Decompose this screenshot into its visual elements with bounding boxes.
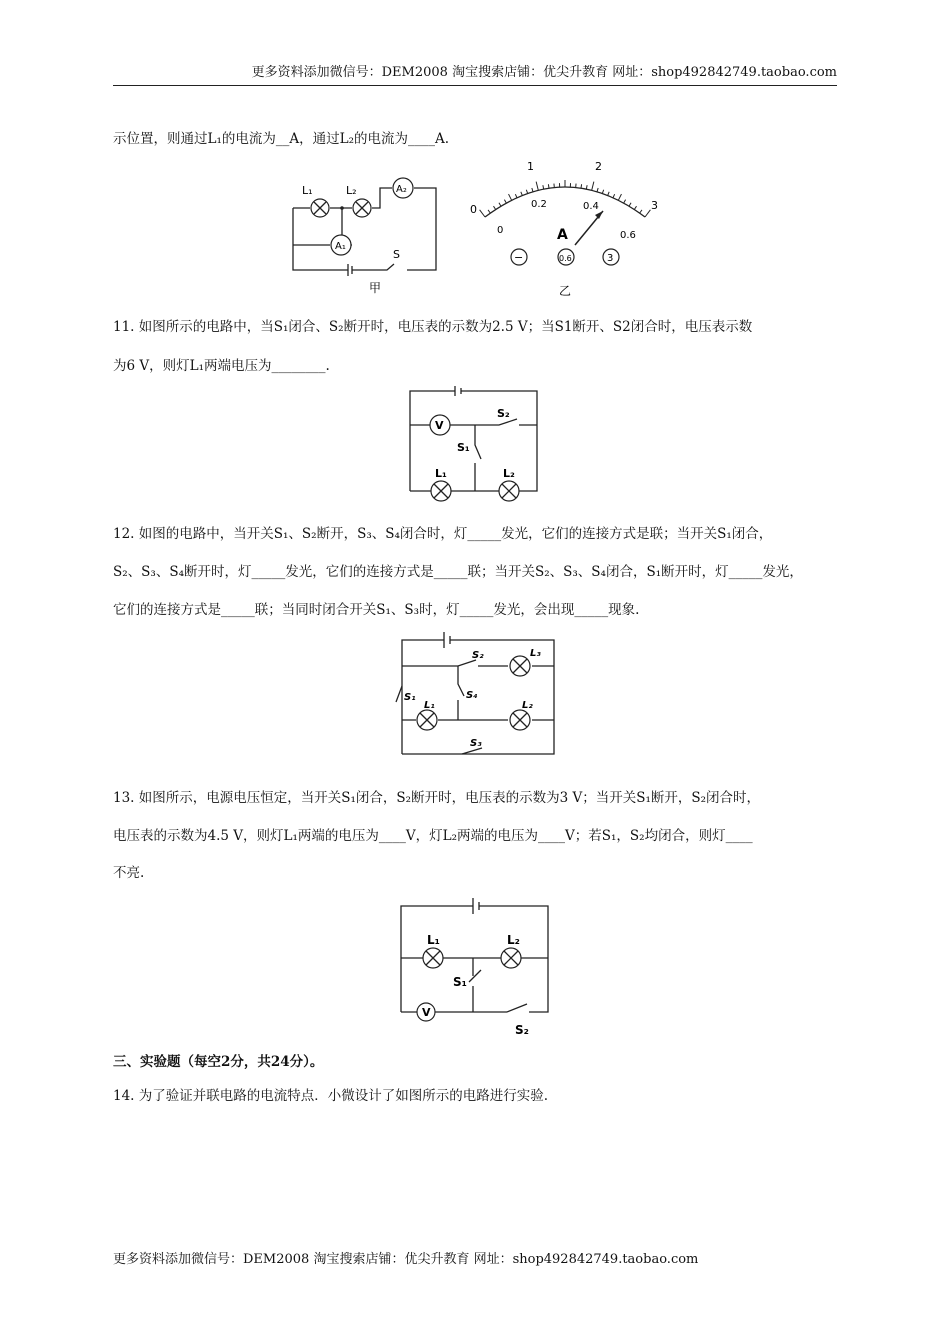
label-L2: L₂	[507, 933, 520, 947]
dial-scale-tick	[634, 206, 636, 209]
dial-scale-tick	[608, 192, 609, 196]
label-S1: S₁	[404, 692, 416, 703]
label-V: V	[435, 419, 444, 432]
dial-unit: A	[557, 227, 568, 243]
terminal-3: 3	[607, 253, 614, 264]
q12-line1: 12. 如图的电路中，当开关S₁、S₂断开，S₃、S₄闭合时，灯_____发光，它们的连接方式是联；当开关S₁闭合，	[113, 526, 773, 542]
q14-text: 14. 为了验证并联电路的电流特点．小微设计了如图所示的电路进行实验.	[113, 1088, 549, 1104]
header-rule	[113, 85, 837, 86]
dial-top-tick-2: 2	[595, 160, 602, 173]
page-footer: 更多资料添加微信号：DEM2008 淘宝搜索店铺：优尖升教育 网址：shop492842749.taobao.com	[113, 1252, 699, 1267]
label-A1: A₁	[335, 241, 346, 252]
q13-line3: 不亮.	[113, 865, 145, 881]
label-L1: L₁	[424, 700, 435, 711]
dial-scale-tick	[499, 203, 501, 206]
q11-line1: 11. 如图所示的电路中，当S₁闭合、S₂断开时，电压表的示数为2.5 V；当S1断开、S2闭合时，电压表示数	[113, 319, 753, 335]
dial-scale-tick	[586, 185, 587, 189]
label-S2: S₂	[497, 407, 510, 420]
label-S1: S₁	[453, 975, 467, 989]
label-L1: L₁	[435, 467, 447, 480]
label-A2: A₂	[396, 184, 407, 195]
dial-top-tick-0: 0	[470, 203, 477, 216]
figure-10-ammeter-dial	[465, 155, 665, 300]
dial-scale-tick	[488, 210, 490, 213]
dial-bottom-tick-3: 0.6	[620, 230, 636, 241]
caption-yi: 乙	[559, 284, 572, 298]
dial-top-tick-1: 1	[527, 160, 534, 173]
q13-line1: 13. 如图所示，电源电压恒定，当开关S₁闭合，S₂断开时，电压表的示数为3 V；当开关S₁断开，S₂闭合时，	[113, 790, 761, 806]
q12-line3: 它们的连接方式是_____联；当同时闭合开关S₁、S₃时，灯_____发光，会出现_____现象.	[113, 602, 640, 618]
label-S2: S₂	[472, 650, 484, 661]
label-S4: S₄	[466, 690, 478, 701]
dial-bottom-tick-0: 0	[497, 225, 504, 236]
figure-12-circuit	[390, 626, 560, 762]
dial-scale-tick	[629, 203, 631, 206]
label-L2: L₂	[346, 184, 357, 197]
dial-scale-tick	[543, 185, 544, 189]
q10-text: 示位置，则通过L₁的电流为__A，通过L₂的电流为____A.	[113, 131, 450, 147]
figure-13-circuit	[395, 890, 555, 1040]
dial-scale-tick	[515, 194, 517, 198]
dial-scale-tick	[548, 184, 549, 188]
caption-jia: 甲	[369, 281, 382, 295]
dial-scale-tick	[618, 194, 621, 200]
terminal-negative: −	[514, 251, 524, 264]
label-S2: S₂	[515, 1023, 529, 1037]
label-L2: L₂	[522, 700, 533, 711]
label-L2: L₂	[503, 467, 515, 480]
dial-scale-tick	[645, 210, 650, 217]
dial-scale-tick	[592, 182, 594, 191]
section-3-title: 三、实验题（每空2分，共24分）。	[113, 1054, 324, 1070]
label-S1: S₁	[457, 441, 470, 454]
label-L1: L₁	[427, 933, 440, 947]
terminal-0-6: 0.6	[559, 254, 572, 263]
dial-scale-tick	[640, 210, 642, 213]
dial-scale-tick	[597, 188, 598, 192]
dial-scale-tick	[581, 184, 582, 188]
dial-scale-tick	[613, 194, 615, 198]
label-S: S	[393, 248, 400, 261]
label-L1: L₁	[302, 184, 313, 197]
dial-scale-tick	[509, 194, 512, 200]
dial-top-tick-3: 3	[651, 199, 658, 212]
dial-scale-tick	[493, 206, 495, 209]
dial-scale-tick	[536, 182, 538, 191]
figure-11-circuit	[405, 383, 545, 501]
dial-scale-tick	[504, 200, 506, 204]
label-V: V	[422, 1006, 431, 1019]
dial-bottom-tick-2: 0.4	[583, 201, 599, 212]
page-header: 更多资料添加微信号：DEM2008 淘宝搜索店铺：优尖升教育 网址：shop492842749.taobao.com	[251, 65, 837, 80]
dial-bottom-tick-1: 0.2	[531, 199, 547, 210]
label-S3: S₃	[470, 738, 482, 749]
dial-scale-tick	[526, 190, 527, 194]
q12-line2: S₂、S₃、S₄断开时，灯_____发光，它们的连接方式是_____联；当开关S₂、S₃、S₄闭合，S₁断开时，灯_____发光，	[113, 564, 803, 580]
dial-scale-tick	[521, 192, 522, 196]
dial-scale-tick	[532, 188, 533, 192]
q13-line2: 电压表的示数为4.5 V，则灯L₁两端的电压为____V，灯L₂两端的电压为____V；若S₁，S₂均闭合，则灯____	[113, 828, 753, 844]
dial-scale-tick	[602, 190, 603, 194]
figure-10-circuit	[280, 170, 450, 300]
dial-scale-tick	[480, 210, 485, 217]
label-L3: L₃	[530, 648, 541, 659]
q11-line2: 为6 V，则灯L₁两端电压为________.	[113, 358, 330, 374]
dial-scale-tick	[624, 200, 626, 204]
